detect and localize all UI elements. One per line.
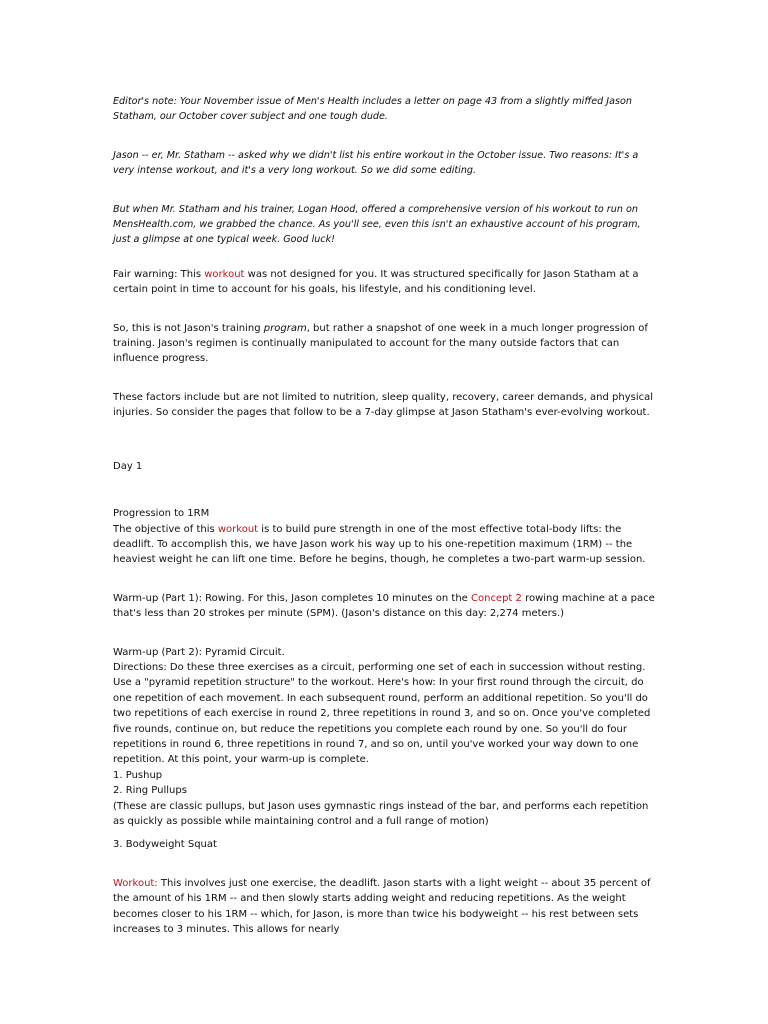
program-text-b: , but rather a snapshot of one week in a much longer progression of training. Jason's regimen is continually manipulated to account for the many outside factors that can influence progress. [113,322,648,365]
editors-note-3: But when Mr. Statham and his trainer, Logan Hood, offered a comprehensive version of his workout to run on MensHealth.com, we grabbed the chance. As you'll see, even this isn't an exhaustive account of his program, just a glimpse at one typical week. Good luck! [113,203,641,246]
exercise-2: 2. Ring Pullups [113,785,187,797]
article [113,94,658,937]
warmup-part-2 [113,645,658,830]
concept2-link[interactable]: Concept 2 [471,592,522,604]
progression-title: Progression to 1RM [113,508,210,520]
fair-warning-paragraph [113,267,658,298]
exercise-2-note: (These are classic pullups, but Jason uses gymnastic rings instead of the bar, and performs each repetition as quickly as possible while maintaining control and a full range of motion) [113,800,649,827]
program-text-a: So, this is not Jason's training [113,322,264,334]
program-paragraph [113,321,658,367]
objective-workout-link[interactable]: workout [217,523,259,535]
program-emphasis: program [263,322,307,334]
warmup1-text-a: Warm-up (Part 1): Rowing. For this, Jason completes 10 minutes on the [113,592,471,604]
editors-note-2: Jason -- er, Mr. Statham -- asked why we didn't list his entire workout in the October issue. Two reasons: It's a very intense workout, and it's a very long workout. So we did some editing. [113,149,639,177]
factors-paragraph: These factors include but are not limited to nutrition, sleep quality, recovery, career demands, and physical injuries. So consider the pages that follow to be a 7-day glimpse at Jason Statham's ever-evolving workout. [113,391,654,419]
fair-warning-text-a: Fair warning: This [113,268,205,280]
warmup-part-1 [113,591,658,622]
fair-warning-text-b: was not designed for you. It was structured specifically for Jason Statham at a certain point in time to account for his goals, his lifestyle, and his conditioning level. [113,268,639,296]
warmup2-directions: Directions: Do these three exercises as a circuit, performing one set of each in succession without resting. Use a "pyramid repetition structure" to the workout. Here's how: In your first round through the circuit, do one repetition of each movement. In each subsequent round, perform an additional repetition. So you'll do two repetitions of each exercise in round 2, three repetitions in round 3, and so on. Once you've completed five rounds, continue on, but reduce the repetitions you complete each round by one. So you'll do four repetitions in round 6, three repetitions in round 7, and so on, until you've worked your way down to one repetition. At this point, your warm-up is complete. [113,661,651,766]
workout-paragraph [113,876,658,938]
workout-text: This involves just one exercise, the deadlift. Jason starts with a light weight -- about 35 percent of the amount of his 1RM -- and then slowly starts adding weight and reducing repetitions. As the weight becomes closer to his 1RM -- which, for Jason, is more than twice his bodyweight -- his rest between sets increases to 3 minutes. This allows for nearly [113,877,651,936]
warmup1-text-b: rowing machine at a pace that's less than 20 strokes per minute (SPM). (Jason's distance on this day: 2,274 meters.) [113,592,655,620]
day-1-heading: Day 1 [113,460,143,472]
exercise-3: 3. Bodyweight Squat [113,839,217,851]
objective-text-a: The objective of this [113,523,218,535]
workout-label-link[interactable]: Workout: [113,877,158,889]
objective-text-b: is to build pure strength in one of the most effective total-body lifts: the deadlift. To accomplish this, we have Jason work his way up to his one-repetition maximum (1RM) -- the heaviest weight he can lift one time. Before he begins, though, he completes a two-part warm-up session. [113,523,646,566]
exercise-1: 1. Pushup [113,769,163,781]
progression-section [113,506,658,568]
editors-note-1: Editor's note: Your November issue of Men's Health includes a letter on page 43 from a slightly miffed Jason Statham, our October cover subject and one tough dude. [113,96,632,123]
workout-link[interactable]: workout [204,268,245,280]
warmup2-title: Warm-up (Part 2): Pyramid Circuit. [113,646,285,658]
